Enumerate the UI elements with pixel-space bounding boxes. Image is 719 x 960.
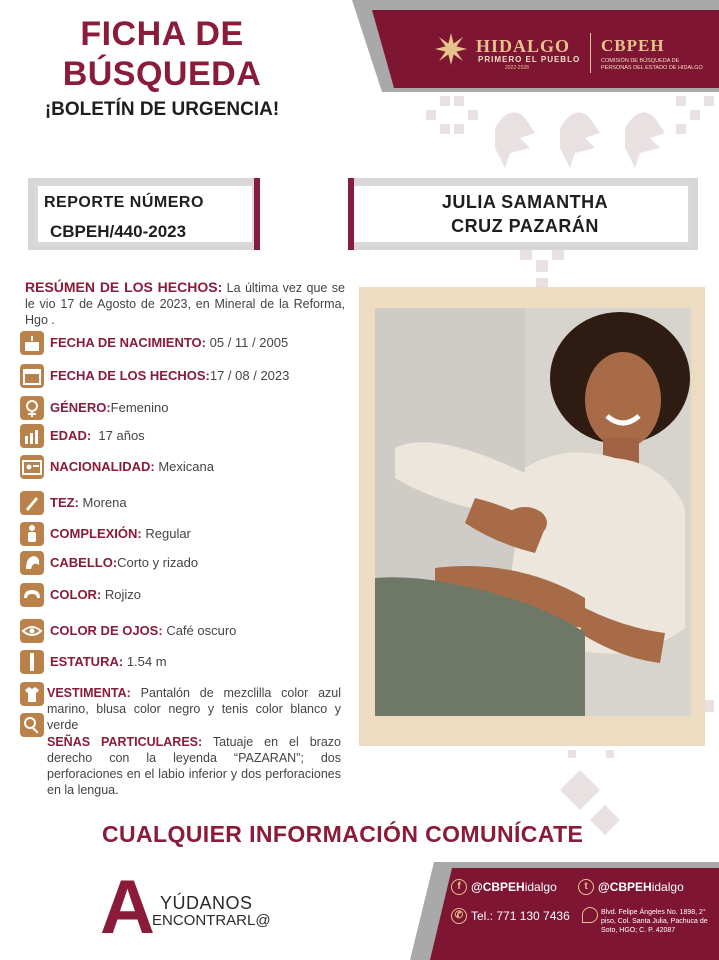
height-label: ESTATURA:	[50, 654, 124, 669]
skin-label: TEZ:	[50, 495, 79, 510]
twitter-handle[interactable]	[598, 880, 684, 894]
gender-value: Femenino	[110, 400, 169, 415]
shirt-icon	[20, 682, 44, 706]
hair-label: CABELLO:	[50, 555, 118, 570]
location-pin-icon	[582, 907, 598, 923]
call-to-action: CUALQUIER INFORMACIÓN COMUNÍCATE	[102, 821, 584, 847]
phone-icon: ✆	[451, 908, 467, 924]
eye-icon	[20, 619, 44, 643]
address: Blvd. Felipe Ángeles No. 1898, 2° piso, Col. Santa Julia, Pachuca de Soto, HGO; C. P. 42087	[601, 909, 708, 934]
cbpeh-title: CBPEH	[601, 36, 665, 55]
age-label: EDAD:	[50, 428, 92, 443]
marks-label: SEÑAS PARTICULARES:	[47, 735, 203, 749]
wig-icon	[20, 583, 44, 607]
campaign-line-1: YÚDANOS	[160, 893, 253, 913]
title-line-2: BÚSQUEDA	[62, 55, 262, 93]
report-label: REPORTE NÚMERO	[44, 194, 204, 211]
twitter-handle-rest: idalgo	[651, 880, 684, 894]
cake-icon	[20, 331, 44, 355]
twitter-handle-bold: @CBPEH	[598, 880, 652, 894]
age-value: 17 años	[98, 428, 145, 443]
eye-color-label: COLOR DE OJOS:	[50, 623, 163, 638]
magnifier-icon	[20, 713, 44, 737]
summary-label: RESÚMEN DE LOS HECHOS:	[25, 279, 223, 295]
id-card-icon	[20, 455, 44, 479]
facebook-handle[interactable]	[471, 880, 557, 894]
page-title	[42, 14, 282, 94]
hair-value: Corto y rizado	[117, 555, 199, 570]
color-label: COLOR:	[50, 587, 102, 602]
marks-block	[47, 734, 341, 798]
name-line-1: JULIA SAMANTHA	[441, 192, 609, 212]
report-number: CBPEH/440-2023	[50, 222, 187, 241]
nationality-label: NACIONALIDAD:	[50, 459, 155, 474]
facebook-icon: f	[451, 879, 467, 895]
gender-label: GÉNERO:	[50, 400, 111, 415]
clothing-label: VESTIMENTA:	[47, 686, 131, 700]
body-icon	[20, 522, 44, 546]
name-line-2: CRUZ PAZARÁN	[451, 216, 599, 236]
hidalgo-title: HIDALGO	[476, 36, 571, 56]
skin-value: Morena	[82, 495, 127, 510]
person-name	[360, 190, 690, 238]
age-icon	[20, 424, 44, 448]
person-photo	[375, 308, 691, 716]
eye-color-value: Café oscuro	[166, 623, 237, 638]
hidalgo-years: 2022-2028	[505, 65, 529, 71]
campaign-letter: A	[100, 865, 155, 950]
hidalgo-star-icon	[433, 31, 469, 67]
phone-number[interactable]: Tel.: 771 130 7436	[471, 909, 570, 923]
cbpeh-subtitle: COMISIÓN DE BÚSQUEDA DE PERSONAS DEL ESTADO DE HIDALGO	[601, 58, 703, 71]
page-subtitle: ¡BOLETÍN DE URGENCIA!	[44, 99, 280, 120]
title-line-1: FICHA DE	[80, 15, 244, 53]
person-photo-illustration	[375, 308, 691, 716]
color-value: Rojizo	[104, 587, 142, 602]
twitter-icon: t	[578, 879, 594, 895]
birth-date-label: FECHA DE NACIMIENTO:	[50, 335, 206, 350]
facebook-handle-bold: @CBPEH	[471, 880, 525, 894]
clothing-value: Pantalón de mezclilla color azul marino, blusa color negro y tenis color blanco y verde	[47, 686, 342, 732]
birth-date-value: 05 / 11 / 2005	[209, 335, 289, 350]
height-value: 1.54 m	[126, 654, 167, 669]
summary-of-facts	[25, 279, 345, 328]
banner-divider	[590, 33, 591, 73]
gender-icon	[20, 396, 44, 420]
brush-icon	[20, 491, 44, 515]
event-date-label: FECHA DE LOS HECHOS:	[50, 368, 210, 383]
summary-text: La última vez que se le vio 17 de Agosto de 2023, en Mineral de la Reforma, Hgo .	[25, 281, 345, 327]
marks-value: Tatuaje en el brazo derecho con la leyenda “PAZARAN”; dos perforaciones en el labio inferior y dos perforaciones en la lengua.	[47, 735, 341, 797]
build-value: Regular	[145, 526, 191, 541]
build-label: COMPLEXIÓN:	[50, 526, 142, 541]
event-date-value: 17 / 08 / 2023	[209, 368, 290, 383]
hidalgo-slogan: PRIMERO EL PUEBLO	[478, 55, 581, 64]
clothing-block	[47, 685, 341, 733]
facebook-handle-rest: idalgo	[524, 880, 557, 894]
ruler-icon	[20, 650, 44, 674]
calendar-icon	[20, 364, 44, 388]
campaign-line-2: ENCONTRARL@	[152, 912, 271, 929]
nationality-value: Mexicana	[158, 459, 214, 474]
hair-icon	[20, 551, 44, 575]
